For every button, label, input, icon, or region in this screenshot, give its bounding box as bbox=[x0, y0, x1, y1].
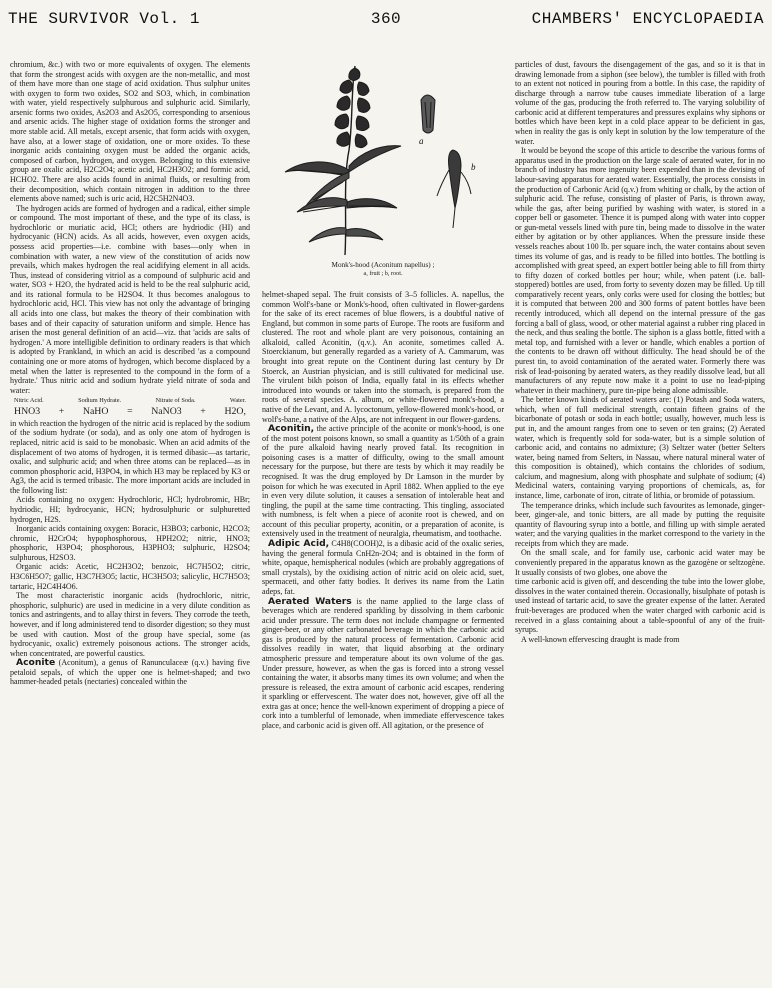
paragraph: Acids containing no oxygen: Hydrochloric, HCl; hydrobromic, HBr; hydriodic, HI; hydrocyanic, HCN; hydrosulphuric or sulphuretted hydrogen, H2S. bbox=[10, 495, 250, 524]
equation-labels bbox=[10, 395, 250, 406]
header-right: CHAMBERS' ENCYCLOPAEDIA bbox=[531, 10, 764, 28]
entry-aconitin bbox=[262, 424, 504, 539]
paragraph: It would be beyond the scope of this article to describe the various forms of apparatus used in the production on the large scale of aerated water, for in no branch of industry has more ingenuity been expended than in the devising of labour-saving apparatus for aerated water. Essentially, the process consists in the production of Carbonic Acid (q.v.) from whiting or chalk, by the action of sulphuric acid. The refuse, consisting of plaster of Paris, is thrown away, while the gas, after being purified by washing with water, is stored in a copper bell or gasometer. Thence it is pumped along with water into copper or gun-metal vessels lined with pure tin, being made to dissolve in the water either by agitation or by other appliances. When the pressure inside these vessels reaches about 100 lb. per square inch, the water contains about seven times its volume of gas, and is ready to be filled into bottles. The bottling is accomplished with great speed, an expert bottler being able to fill from thirty to fifty dozen of corked bottles per hour; while, when patent (i.e. ball-stoppered) bottles are used, from forty to seventy dozen may be filled. Up till comparatively recent years, only corks were used for closing the bottles; but it is computed that between 200 and 300 forms of patent bottles have been recently introduced, which all depend on the internal pressure of the gas forcing a ball of glass, wood, or other material against a rubber ring placed in the neck, and thus sealing the bottle. The siphon is a glass bottle, fitted with a metal top, and furnished with a lever or handle, which enables a portion of the contents to be drawn off without difficulty. The head should be of the purest tin, to avoid contamination of the aerated water. Formerly there was risk of lead-poisoning by aerated waters, as they readily dissolve lead, but all manufacturers of any repute now make it a point to use no lead-piping whatever in their machinery, pure tin-pipe being alone admissible. bbox=[515, 146, 765, 395]
entry-text: (Aconitum), a genus of Ranunculaceæ (q.v.) having five petaloid sepals, of which the upper one is helmet-shaped; and two hammer-headed petals (nectaries) concealed within the bbox=[10, 658, 250, 687]
paragraph: Organic acids: Acetic, HC2H3O2; benzoic, HC7H5O2; citric, H3C6H5O7; gallic, H3C7H3O5; lactic, HC3H5O3; salicylic, HC7H5O3; tartaric, H2C4H4O6. bbox=[10, 562, 250, 591]
entry-aerated-waters bbox=[262, 597, 504, 731]
entry-text: C4H8(COOH)2, is a dibasic acid of the oxalic series, having the general formula CnH2n-2O4; and is obtained in the form of white, opaque, hemispherical nodules (which are probably aggregations of small crystals), by the oxidising action of nitric acid on oleic acid, suet, spermaceti, and other fatty bodies. It derives its name from the Latin adeps, fat. bbox=[262, 539, 504, 596]
eq-term: H2O, bbox=[224, 405, 246, 417]
entry-heading: Aconite bbox=[16, 657, 56, 669]
entry-text: the active principle of the aconite or monk's-hood, is one of the most potent poisons known, so small a quantity as 1/50th of a grain of the pure alkaloid having nearly proved fatal. Its recognition in poisoning cases is a matter of difficulty, owing to the small amount necessary for the purpose, but there are tests by which it may readily be recognised. It was the drug employed by Dr Lamson in the murder by poison for which he was executed in April 1882. When applied to the eye in even very dilute solution, it causes a sensation of intolerable heat and tingling, the pupil at the same time contracting. This tingling, associated with numbness, is felt when a piece of aconite root is chewed, and on account of this peculiar property, aconitin, or a preparation of aconite, is extensively used in the treatment of neuralgia, rheumatism, and toothache. bbox=[262, 424, 504, 539]
entry-heading: Adipic Acid, bbox=[268, 538, 330, 550]
figure-label-b: b bbox=[471, 162, 476, 172]
paragraph: The hydrogen acids are formed of hydrogen and a radical, either simple or compound. The most important of these, and the type of its class, is hydrochloric or muriatic acid, HCl; others are hydriodic (HI) and hydrocyanic (HCN) acids. As all acids, however, even oxygen acids, possess acid properties—i.e. combine with bases—only when in combination with water, a new view of the constitution of acids now prevails, which makes hydrogen the real acidifying element in all acids. Thus, instead of considering vitriol as a compound of sulphuric acid and water, SO3 + H2O, the hydrated acid is held to be the real sulphuric acid, and its rational formula to be H2SO4. It thus becomes analogous to hydrochloric acid, HCl. This view has not only the advantage of bringing all acids into one class, but makes the theory of their combination with bases and of their capacity of saturation uniform and simple. Hence has arisen the most general definition of an acid—viz. that 'acids are salts of hydrogen.' A more intelligible definition to ordinary readers is that which is adopted by Frankland, in which an acid is described 'as a compound containing one or more atoms of hydrogen, which become displaced by a metal when the latter is represented to the compound in the form of a hydrate.' Thus nitric acid and sodium hydrate yield nitrate of soda and water: bbox=[10, 203, 250, 395]
monkshood-illustration bbox=[273, 60, 493, 260]
paragraph: The most characteristic inorganic acids (hydrochloric, nitric, phosphoric, sulphuric) are used in medicine in a very dilute condition as tonics and astringents, and to allay thirst in fevers. They corrode the teeth, however, and if long administered tend to disorder digestion; so they must be used with caution. Most of the group have special, some (as hydrocyanic, oxalic) extremely poisonous actions. The stronger acids, when concentrated, are powerful caustics. bbox=[10, 591, 250, 658]
entry-adipic-acid bbox=[262, 539, 504, 596]
eq-label: Sodium Hydrate. bbox=[78, 397, 122, 405]
paragraph: Inorganic acids containing oxygen: Boracic, H3BO3; carbonic, H2CO3; chromic, H2CrO4; hypophosphorous, HPH2O2; nitric, HNO3; phosphoric, H3PO4; phosphorous, H3PHO3; sulphuric, H2SO4; sulphurous, H2SO3. bbox=[10, 524, 250, 562]
paragraph: in which reaction the hydrogen of the nitric acid is replaced by the sodium of the sodium hydrate (or soda), and as only one atom of hydrogen is replaced, nitric acid is said to be monobasic. When an acid admits of the displacement of two atoms of hydrogen, it is termed dibasic—as tartaric, oxalic, and sulphuric acid; and when three atoms can be replaced—as in common phosphoric acid, H3PO4, in which H3 may be replaced by K3 or Ag3, the acid is termed tribasic. The more important acids are included in the following list: bbox=[10, 418, 250, 495]
header-left: THE SURVIVOR Vol. 1 bbox=[8, 10, 200, 28]
eq-term: HNO3 bbox=[14, 405, 41, 417]
column-middle bbox=[262, 60, 504, 984]
eq-label: Nitrate of Soda. bbox=[155, 397, 196, 405]
paragraph: helmet-shaped sepal. The fruit consists of 3–5 follicles. A. napellus, the common Wolf's-bane or Monk's-hood, often cultivated in flower-gardens for the sake of its erect racemes of blue flowers, is a doubtful native of England, but common in some parts of Europe. The roots are fusiform and clustered. The root and whole plant are very poisonous, containing an alkaloid, called Aconitin, (q.v.). An aconite, sometimes called A. Stoerckianum, but generally regarded as a variety of A. Cammarum, was brought into great repute on the Continent during last century by Dr Stoerck, an Austrian physician, and is still cultivated for medicinal use. The virulent bikh poison of India, equally fatal in its effects whether introduced into wounds or taken into the stomach, is prepared from the roots of several species. A. album, or white-flowered monk's-hood, a native of the Levant, and A. lycoctonum, yellow-flowered monk's-hood, or wolf's-bane, a native of the Alps, are not infrequent in our flower-gardens. bbox=[262, 290, 504, 424]
page-number: 360 bbox=[370, 10, 402, 28]
paragraph: On the small scale, and for family use, carbonic acid water may be conveniently prepared in the apparatus known as the gazogène or seltzogène. It usually consists of two globes, one above the bbox=[515, 548, 765, 577]
entry-aconite bbox=[10, 658, 250, 687]
eq-term: NaHO bbox=[82, 405, 109, 417]
paragraph: particles of dust, favours the disengagement of the gas, and so it is that in drawing lemonade from a siphon (see below), the tumbler is filled with froth to an extent not noticed in pouring from a bottle. In this case, the rapidity of discharge through a narrow tube causes immediate liberation of a large volume of the gas, producing the froth referred to. The varying solubility of carbonic acid at different temperatures and pressures explains why siphons or bottles which have been kept in a cold place appear to be deficient in gas, when in reality the gas is only kept in solution by the low temperature of the water. bbox=[515, 60, 765, 146]
eq-term: + bbox=[200, 405, 206, 417]
column-left bbox=[10, 60, 250, 984]
figure-monkshood bbox=[262, 60, 504, 288]
entry-heading: Aerated Waters bbox=[268, 595, 352, 607]
figure-label-a: a bbox=[419, 136, 424, 146]
eq-label: Water. bbox=[229, 397, 246, 405]
column-right bbox=[515, 60, 765, 984]
paragraph: A well-known effervescing draught is made from bbox=[521, 634, 680, 644]
figure-caption: Monk's-hood (Aconitum napellus) ; bbox=[331, 261, 435, 269]
entry-heading: Aconitin, bbox=[268, 423, 315, 435]
paragraph: The temperance drinks, which include such favourites as lemonade, ginger-beer, ginger-ale, and tonic bitters, are all made by putting the requisite quantity of flavouring syrup into a bottle, and filling up with simple aerated water; and the varying qualities in the market correspond to the variety in the receipts from which they are made. bbox=[515, 500, 765, 548]
entry-text: is the name applied to the large class of beverages which are rendered sparkling by dissolving in them carbonic acid under pressure. The term does not include champagne or fermented ginger-beer, or any other carbonated beverage in which the carbonic acid gas is produced by the natural process of fermentation. Carbonic acid dissolves readily in water, that liquid absorbing at the ordinary atmospheric pressure and temperature about its own volume of the gas. Under pressure, however, as when the gas is forced into a strong vessel containing the water, it absorbs many times its own volume; and when the pressure is released, the extra amount of carbonic acid escapes, rendering it sparkling or effervescent. The water does not, however, give off all the extra gas at once; hence the well-known experiment of dropping a piece of cork into a tumblerful of lemonade, when immediate effervescence takes place, and carbonic acid is given off. All agitation, or the presence of bbox=[262, 596, 504, 731]
paragraph: chromium, &c.) with two or more equivalents of oxygen. The elements that form the strongest acids with oxygen are the non-metallic, and most of them have more than one stage of acid oxidation. Thus sulphur unites with oxygen to form two oxides, SO2 and SO3, which, in combination with water, yield respectively sulphurous and sulphuric acid. Similarly, arsenic forms two oxides, As2O3 and As2O5, corresponding to arsenious and arsenic acids. The higher stage of oxidation forms the stronger and more stable acid. All metals, except arsenic, that form acids with oxygen, have also, at a lower stage of oxidation, one or more oxides. To these inorganic acids containing oxygen must be added the organic acids, composed of carbon, hydrogen, and oxygen. Belonging to this extensive group are oxalic acid, H2C2O4; acetic acid, HC2H3O2; and formic acid, HCHO2. There are also acids found in animal fluids, or resulting from their decomposition, which contain nitrogen in addition to the three elements above named; such is uric acid, H2C5H2N4O3. bbox=[10, 60, 250, 204]
eq-label: Nitric Acid. bbox=[14, 397, 44, 405]
eq-term: NaNO3 bbox=[151, 405, 182, 417]
paragraph: time carbonic acid is given off, and descending the tube into the lower globe, dissolves in the water contained therein. Occasionally, bisulphate of potash is used instead of tartaric acid, to save the greater expense of the latter. Aerated fruit-beverages are produced when the water charged with carbonic acid is received in a glass containing about a table-spoonful of any of the fruit-syrups. bbox=[515, 577, 765, 635]
eq-term: + bbox=[58, 405, 65, 417]
paragraph: The better known kinds of aerated waters are: (1) Potash and Soda waters, which, when of full medicinal strength, contain fifteen grains of the bicarbonate of potash or soda in each bottle; usually, however, much less is put in, and the amount ranges from one to seven or ten grains; (2) Aerated water, which is frequently sold for soda-water, but is a simple solution of carbonic acid, and contains no admixture; (3) Seltzer water (better Selters water, being named from Selters, in Nassau, where natural mineral water of this composition is obtained), which contains the chlorides of sodium, calcium, and magnesium, along with phosphate and sulphate of sodium; (4) Medicinal waters, containing varying proportions of chemicals, as, for instance, lime, carbonate of iron, citrate of lithia, or bromide of potassium. bbox=[515, 395, 765, 501]
running-header bbox=[8, 10, 764, 32]
chemical-equation bbox=[10, 406, 250, 419]
eq-term: = bbox=[127, 405, 133, 417]
figure-subcaption: a, fruit ; b, root. bbox=[363, 269, 403, 277]
